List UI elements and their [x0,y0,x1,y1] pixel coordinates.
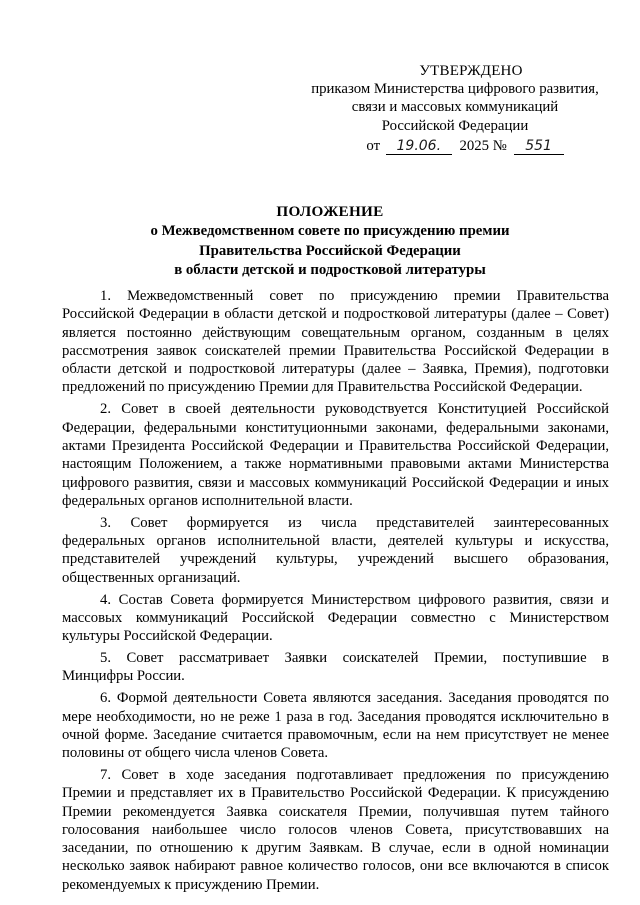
approval-date-line [310,137,620,155]
text-line: 2. Совет в своей деятельности руководствуется Конституцией Российской [100,401,609,418]
year-and-number-label: 2025 № [459,137,507,154]
date-prefix: от [366,137,381,154]
document-title [40,202,620,281]
paragraph-6 [62,689,609,762]
text-line: культуры Российской Федерации. [62,628,273,645]
document-body [62,287,609,898]
paragraph-3 [62,514,609,587]
text-line: 4. Состав Совета формируется Министерством цифрового развития, связи и [100,591,609,608]
text-line: Премии рекомендуется Заявка соискателя Премии, получившая путем тайного [62,803,609,820]
text-line: рассмотрения заявок соискателей премии Правительства Российской Федерации в [62,342,609,359]
text-line: настоящим Положением, а также нормативными правовыми актами Министерства [62,456,609,473]
text-line: очной форме. Заседание считается правомочным, если на нем присутствует не менее [62,726,609,743]
approval-stamp-block [300,62,610,155]
approved-heading: УТВЕРЖДЕНО [419,63,523,79]
approval-line-3: Российской Федерации [381,117,529,134]
text-line: федеральных органов исполнительной власти, деятелей культуры и искусства, [62,533,609,550]
text-line: 3. Совет формируется из числа представителей заинтересованных [100,514,609,531]
title-line-2: Правительства Российской Федерации [199,242,461,259]
text-line: рекомендуемых к присуждению Премии. [62,876,320,893]
title-main: ПОЛОЖЕНИЕ [276,203,384,220]
text-line: является постоянно действующим совещательным органом, созданным в целях [62,324,609,341]
text-line: предложений по присуждению Премии для Правительства Российской Федерации. [62,379,583,396]
handwritten-order-number: 551 [514,139,564,155]
text-line: массовых коммуникаций Российской Федерации совместно с Министерством [62,609,609,626]
paragraph-7 [62,766,609,894]
text-line: 7. Совет в ходе заседания подготавливает предложения по присуждению [100,766,609,783]
text-line: Федерации, федеральными конституционными законами, федеральными законами, [62,419,609,436]
approval-line-1: приказом Министерства цифрового развития, [311,81,599,98]
title-line-3: в области детской и подростковой литературы [174,262,486,279]
text-line: несколько заявок набирают равное количество голосов, они все включаются в список [62,858,609,875]
text-line: общественных организаций. [62,569,241,586]
text-line: Минцифры России. [62,668,185,685]
text-line: Российской Федерации в области детской и подростковой литературы (далее – Совет) [62,306,609,323]
paragraph-1 [62,287,609,397]
text-line: 6. Формой деятельности Совета являются заседания. Заседания проводятся по [100,690,609,707]
paragraph-2 [62,400,609,510]
title-line-1: о Межведомственном совете по присуждению премии [150,223,510,240]
text-line: цифрового развития, связи и массовых коммуникаций Российской Федерации и иных [62,474,609,491]
text-line: Премии и представляет их в Правительство Российской Федерации. К присуждению [62,785,609,802]
approval-line-2: связи и массовых коммуникаций [351,99,559,116]
text-line: 1. Межведомственный совет по присуждению премии Правительства [100,288,609,304]
text-line: актами Президента Российской Федерации и Правительства Российской Федерации, [62,437,609,454]
text-line: 5. Совет рассматривает Заявки соискателей Премии, поступившие в [100,650,609,667]
paragraph-5 [62,649,609,686]
text-line: половины от общего числа членов Совета. [62,745,329,762]
paragraph-4 [62,591,609,646]
text-line: представителей учреждений культуры, учреждений высшего образования, [62,551,609,568]
handwritten-date: 19.06. [386,139,452,155]
text-line: области детской и подростковой литературы (далее – Заявка, Премия), подготовки [62,361,609,378]
text-line: заседании, по отношению к другим Заявкам. В случае, если в одной номинации [62,840,609,857]
text-line: федеральных органов исполнительной власти. [62,492,353,509]
text-line: мере необходимости, но не реже 1 раза в год. Заседания проводятся исключительно в [62,708,609,725]
text-line: голосования наибольшее число голосов членов Совета, присутствовавших на [62,821,609,838]
